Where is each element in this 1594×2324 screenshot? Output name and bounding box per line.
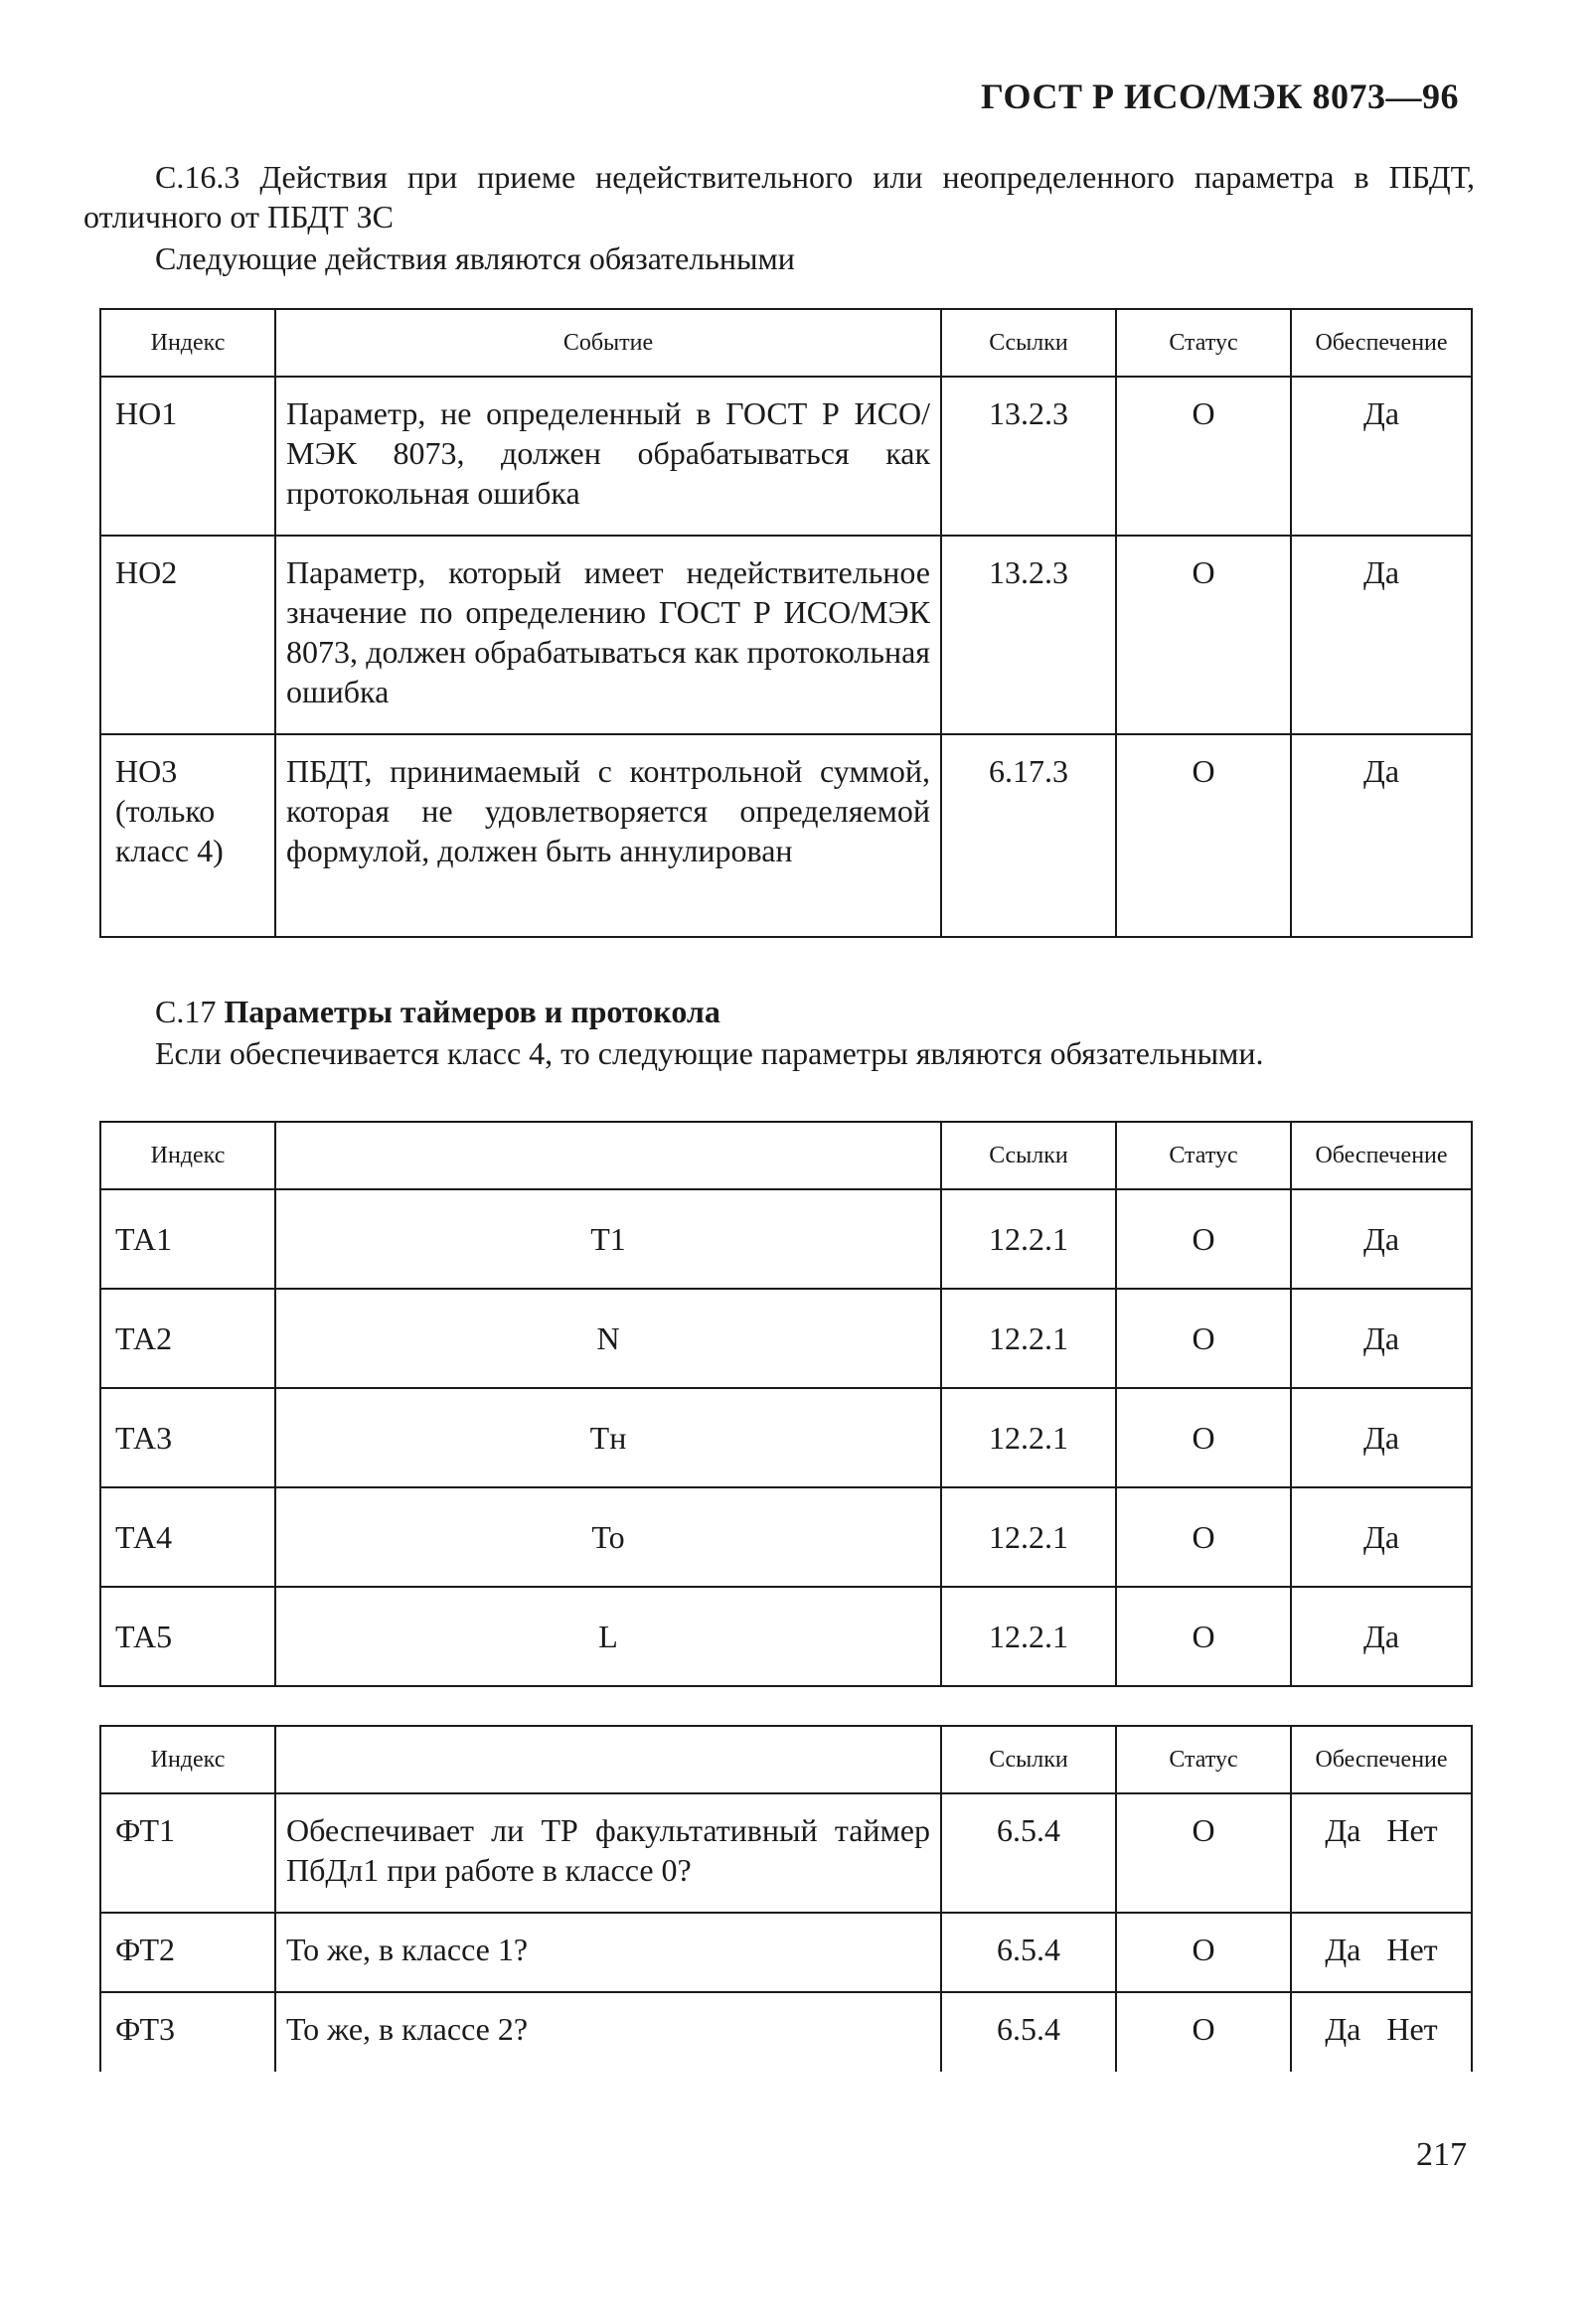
col-header-provision: Обеспечение <box>1291 1122 1472 1189</box>
row-status: О <box>1116 377 1291 536</box>
section-16-3-note: Следующие действия являются обязательными <box>155 240 795 276</box>
table-row <box>100 1388 1472 1487</box>
row-status: О <box>1116 1913 1291 1992</box>
row-parameter: L <box>275 1587 941 1686</box>
row-index: ТА4 <box>100 1487 275 1587</box>
timer-parameters-table <box>99 1121 1473 1687</box>
row-index: ТА5 <box>100 1587 275 1686</box>
row-provision: Да <box>1291 536 1472 734</box>
invalid-parameter-table <box>99 308 1473 938</box>
row-index: НО3 (только класс 4) <box>100 734 275 937</box>
row-provision: Да <box>1291 1189 1472 1289</box>
row-refs: 13.2.3 <box>941 377 1116 536</box>
table-row <box>100 1189 1472 1289</box>
row-provision: Да Нет <box>1291 1992 1472 2072</box>
col-header-event: Событие <box>275 309 941 377</box>
row-provision: Да <box>1291 1289 1472 1388</box>
table-row <box>100 1289 1472 1388</box>
row-refs: 12.2.1 <box>941 1189 1116 1289</box>
row-refs: 12.2.1 <box>941 1388 1116 1487</box>
table-header-row <box>100 309 1472 377</box>
row-status: О <box>1116 536 1291 734</box>
table-row <box>100 377 1472 536</box>
row-provision: Да <box>1291 1388 1472 1487</box>
row-question: То же, в классе 2? <box>275 1992 941 2072</box>
table-row <box>100 1587 1472 1686</box>
row-provision: Да Нет <box>1291 1913 1472 1992</box>
col-header-event <box>275 1726 941 1793</box>
row-index: ФТ1 <box>100 1793 275 1913</box>
col-header-provision: Обеспечение <box>1291 309 1472 377</box>
col-header-refs: Ссылки <box>941 309 1116 377</box>
row-parameter: Тн <box>275 1388 941 1487</box>
col-header-provision: Обеспечение <box>1291 1726 1472 1793</box>
row-index: НО1 <box>100 377 275 536</box>
table-row <box>100 1793 1472 1913</box>
row-status: О <box>1116 1487 1291 1587</box>
col-header-index: Индекс <box>100 309 275 377</box>
row-provision: Да Нет <box>1291 1793 1472 1913</box>
row-refs: 12.2.1 <box>941 1487 1116 1587</box>
table-row <box>100 1487 1472 1587</box>
row-provision: Да <box>1291 1587 1472 1686</box>
row-provision: Да <box>1291 1487 1472 1587</box>
section-17-number: С.17 <box>155 994 217 1029</box>
row-index: ТА3 <box>100 1388 275 1487</box>
row-question: Обеспечивает ли ТР факультативный таймер ПбДл1 при работе в классе 0? <box>275 1793 941 1913</box>
col-header-refs: Ссылки <box>941 1726 1116 1793</box>
table-header-row <box>100 1122 1472 1189</box>
row-parameter: То <box>275 1487 941 1587</box>
page-number: 217 <box>1416 2136 1467 2173</box>
document-header: ГОСТ Р ИСО/МЭК 8073—96 <box>981 77 1459 116</box>
table-row <box>100 734 1472 937</box>
row-event: Параметр, который имеет недействительное значение по определению ГОСТ Р ИСО/МЭК 8073, должен обрабатываться как протокольная ошибка <box>275 536 941 734</box>
row-status: О <box>1116 1189 1291 1289</box>
col-header-refs: Ссылки <box>941 1122 1116 1189</box>
row-event: Параметр, не определенный в ГОСТ Р ИСО/МЭК 8073, должен обрабатываться как протокольная ошибка <box>275 377 941 536</box>
section-17-note: Если обеспечивается класс 4, то следующие параметры являются обязательными. <box>155 1035 1264 1071</box>
row-status: О <box>1116 1992 1291 2072</box>
row-index: ТА2 <box>100 1289 275 1388</box>
table-row <box>100 1913 1472 1992</box>
row-refs: 6.17.3 <box>941 734 1116 937</box>
row-status: О <box>1116 1587 1291 1686</box>
row-refs: 13.2.3 <box>941 536 1116 734</box>
col-header-index: Индекс <box>100 1726 275 1793</box>
col-header-event <box>275 1122 941 1189</box>
col-header-status: Статус <box>1116 1122 1291 1189</box>
row-index: НО2 <box>100 536 275 734</box>
row-refs: 6.5.4 <box>941 1793 1116 1913</box>
section-17-title: Параметры таймеров и протокола <box>224 994 720 1029</box>
row-index: ТА1 <box>100 1189 275 1289</box>
row-status: О <box>1116 1388 1291 1487</box>
col-header-status: Статус <box>1116 309 1291 377</box>
table-row <box>100 536 1472 734</box>
col-header-index: Индекс <box>100 1122 275 1189</box>
row-refs: 12.2.1 <box>941 1289 1116 1388</box>
row-index: ФТ3 <box>100 1992 275 2072</box>
row-provision: Да <box>1291 377 1472 536</box>
section-17-heading <box>155 994 720 1030</box>
section-16-3-paragraph: С.16.3 Действия при приеме недействительного или неопределенного параметра в ПБДТ, отличного от ПБДТ ЗС <box>83 159 1475 234</box>
row-refs: 12.2.1 <box>941 1587 1116 1686</box>
row-status: О <box>1116 1289 1291 1388</box>
row-index: ФТ2 <box>100 1913 275 1992</box>
row-question: То же, в классе 1? <box>275 1913 941 1992</box>
table-header-row <box>100 1726 1472 1793</box>
optional-timer-table <box>99 1725 1473 2072</box>
row-refs: 6.5.4 <box>941 1992 1116 2072</box>
row-status: О <box>1116 1793 1291 1913</box>
row-parameter: Т1 <box>275 1189 941 1289</box>
table-row <box>100 1992 1472 2072</box>
row-parameter: N <box>275 1289 941 1388</box>
row-provision: Да <box>1291 734 1472 937</box>
col-header-status: Статус <box>1116 1726 1291 1793</box>
row-status: О <box>1116 734 1291 937</box>
row-event: ПБДТ, принимаемый с контрольной суммой, которая не удовлетворяется определяемой формулой, должен быть аннулирован <box>275 734 941 937</box>
row-refs: 6.5.4 <box>941 1913 1116 1992</box>
